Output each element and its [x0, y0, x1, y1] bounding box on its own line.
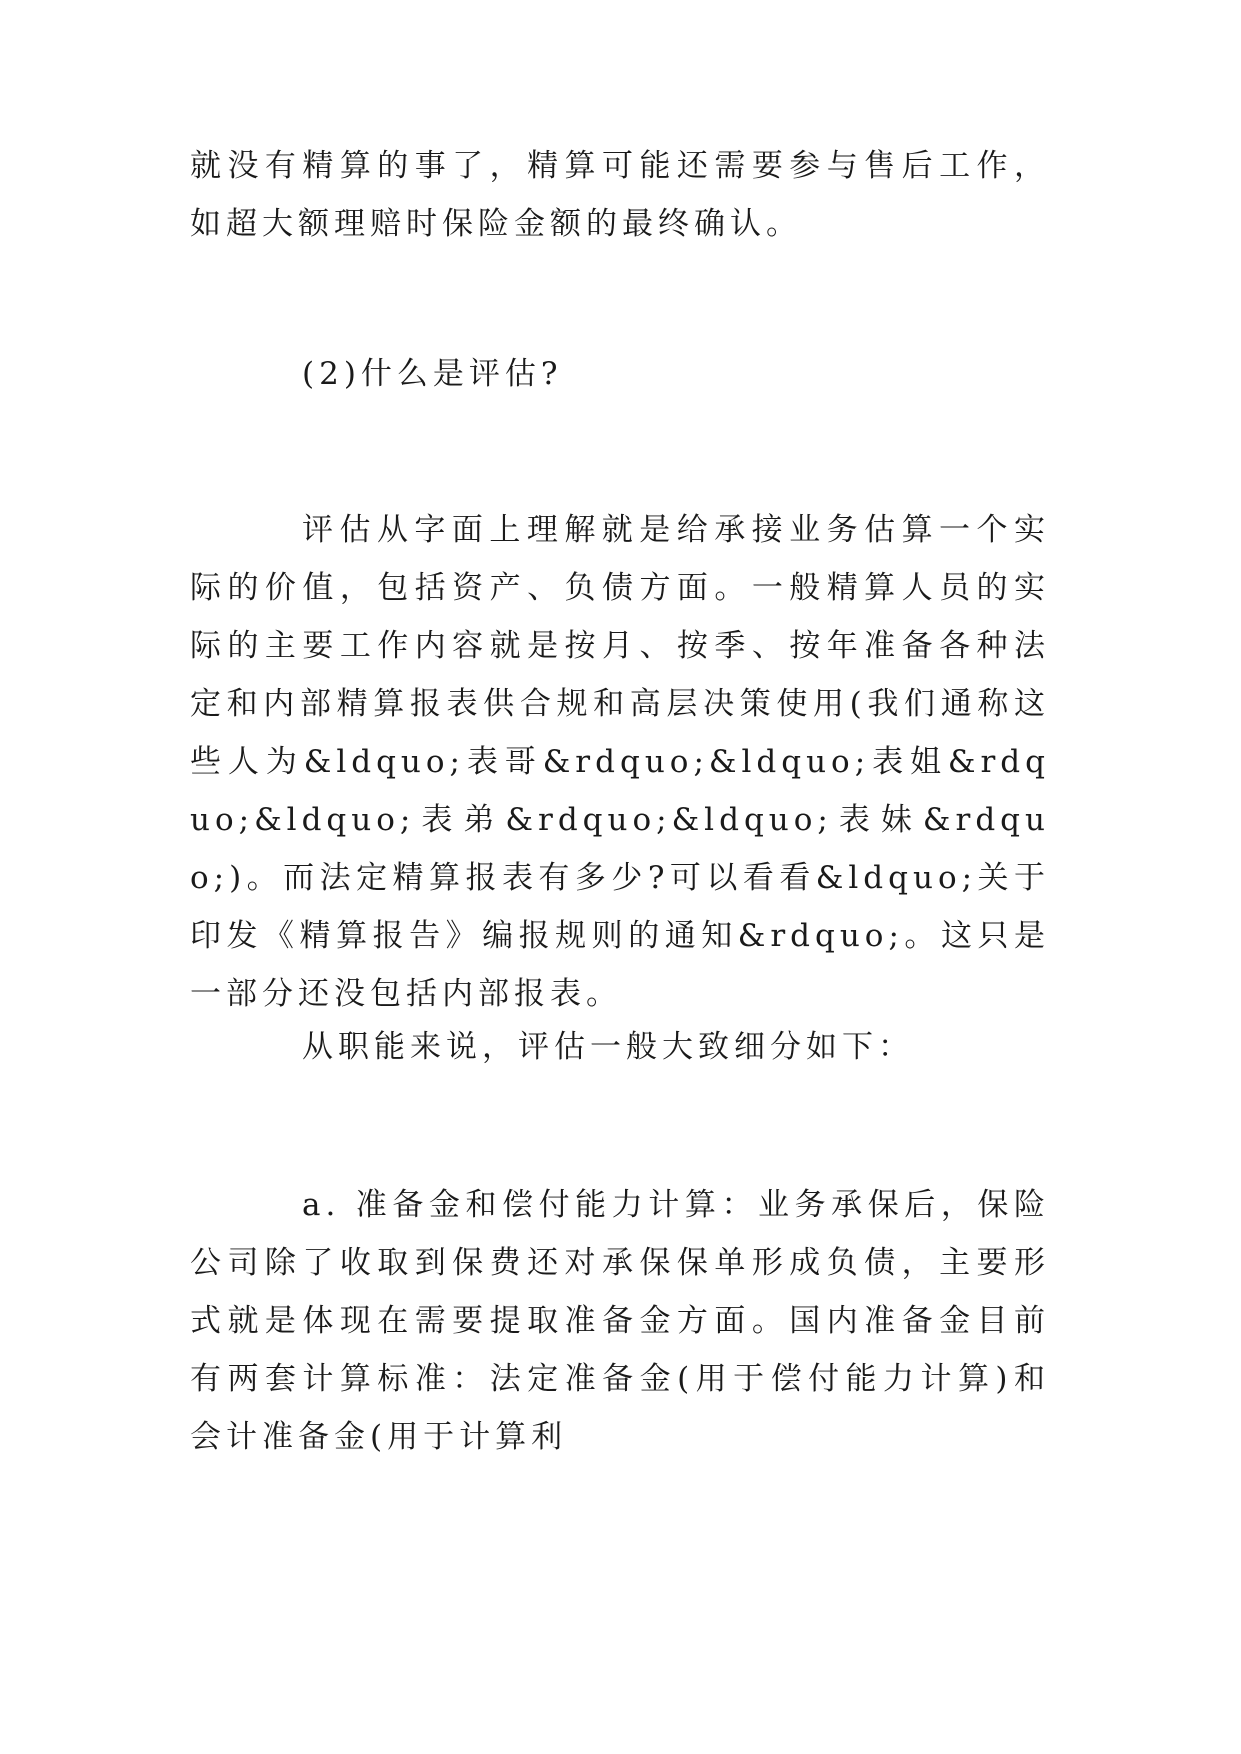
- paragraph-evaluation-definition: 评估从字面上理解就是给承接业务估算一个实际的价值，包括资产、负债方面。一般精算人员的实际的主要工作内容就是按月、按季、按年准备各种法定和内部精算报表供合规和高层决策使用(我们通称这些人为&ldquo;表哥&rdquo;&ldquo;表姐&rdquo;&ldquo;表弟&rdquo;&ldquo;表妹&rdquo;)。而法定精算报表有多少?可以看看&ldquo;关于印发《精算报告》编报规则的通知&rdquo;。这只是一部分还没包括内部报表。: [190, 512, 1050, 1012]
- paragraph-reserve-item: a. 准备金和偿付能力计算：业务承保后，保险公司除了收取到保费还对承保保单形成负债，主要形式就是体现在需要提取准备金方面。国内准备金目前有两套计算标准：法定准备金(用于偿付能力计算)和会计准备金(用于计算利: [190, 1187, 1050, 1455]
- paragraph-continuation: 就没有精算的事了，精算可能还需要参与售后工作，如超大额理赔时保险金额的最终确认。: [190, 148, 1050, 242]
- section-heading: (2)什么是评估?: [302, 356, 563, 392]
- paragraph-functions-intro: 从职能来说，评估一般大致细分如下：: [302, 1029, 914, 1065]
